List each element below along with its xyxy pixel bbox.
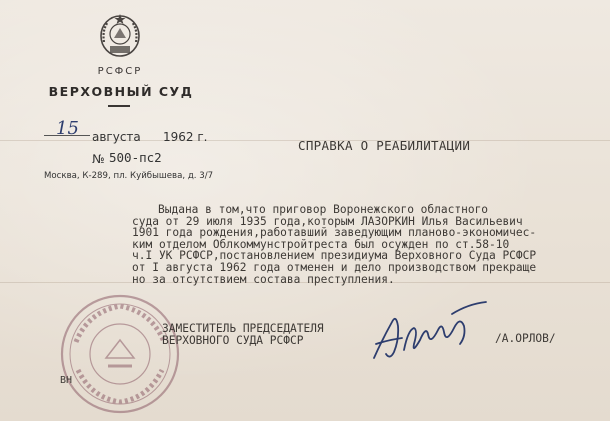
body-line: 1901 года рождения,работавший заведующим планово-экономичес- xyxy=(132,226,537,240)
certificate-body xyxy=(132,204,607,285)
document-title: СПРАВКА О РЕАБИЛИТАЦИИ xyxy=(298,138,471,153)
date-day-handwritten: 15 xyxy=(56,118,79,139)
body-line: от I августа 1962 года отменен и дело производством прекраще xyxy=(132,260,537,274)
court-name: ВЕРХОВНЫЙ СУД xyxy=(48,84,194,99)
document-number: 500-пс2 xyxy=(109,150,162,165)
court-address: Москва, К-289, пл. Куйбышева, д. 3/7 xyxy=(44,171,214,181)
typist-initials: ВН xyxy=(60,375,73,386)
date-year: 1962 г. xyxy=(163,130,208,144)
body-line: ч.I УК РСФСР,постановлением президиума Верховного Суда РСФСР xyxy=(132,249,537,263)
handwritten-signature xyxy=(368,300,488,370)
official-seal-stamp xyxy=(58,292,182,416)
emblem-icon xyxy=(98,12,142,58)
body-line: Выдана в том,что приговор Воронежского областного xyxy=(158,203,489,216)
header-rule xyxy=(108,105,130,107)
body-line: ким отделом Облкоммунстройтреста был осужден по ст.58-10 xyxy=(132,237,510,251)
signer-position xyxy=(162,323,382,347)
date-month: августа xyxy=(92,130,141,144)
signer-position-line: ВЕРХОВНОГО СУДА РСФСР xyxy=(162,334,304,347)
number-label: № xyxy=(92,152,105,166)
republic-label: РСФСР xyxy=(97,66,143,77)
body-line: суда от 29 июля 1935 года,которым ЛАЗОРКИН Илья Васильевич xyxy=(132,214,523,228)
signer-name: /А.ОРЛОВ/ xyxy=(495,332,556,345)
body-line: но за отсутствием состава преступления. xyxy=(132,272,395,286)
signer-position-line: ЗАМЕСТИТЕЛЬ ПРЕДСЕДАТЕЛЯ xyxy=(162,322,324,335)
